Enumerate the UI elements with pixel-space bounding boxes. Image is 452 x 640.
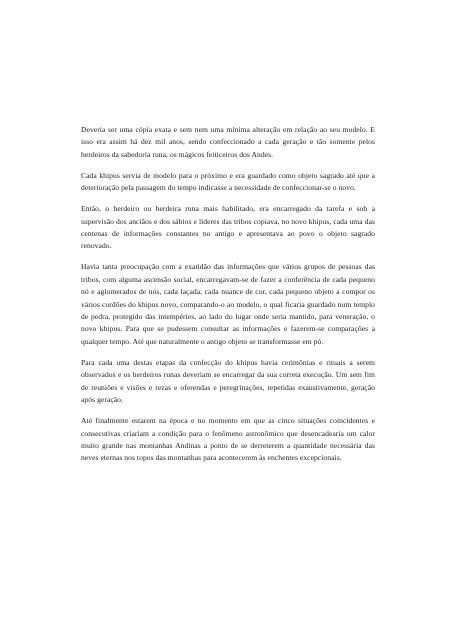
paragraph-6: Até finalmente estarem na época e no momento em que as cinco situações coincidentes e consecutivas criariam a condição para o fenômeno astronômico que desencadearia um calor muito grande nas montanhas Andinas a ponto de se derreterem a quantidade necessária das neves eternas nos topos das montanhas para acontecerem às enchentes excepcionais.	[81, 416, 375, 463]
paragraph-2: Cada khipus servia de modelo para o próximo e era guardado como objeto sagrado até que a deterioração pela passagem do tempo indicasse a necessidade de confeccionar-se o novo.	[81, 170, 375, 193]
paragraph-3: Então, o herdeiro ou herdeira runa mais habilitado, era encarregado da tarefa e sob a supervisão dos anciãos e dos sábios e líderes das tribos copiava, no novo khipus, cada uma das centenas de informações constantes no antigo e apresentava ao povo o objeto sagrado renovado.	[81, 204, 375, 251]
paragraph-5: Para cada uma destas etapas da confecção do khipus havia cerimônias e rituais a serem observados e os herdeiros runas deveriam se encarregar da sua correta execução. Um sem fim de reuniões e visões e rezas e oferendas e peregrinações, repetidas exaustivamente, geração após geração.	[81, 357, 375, 405]
paragraph-4: Havia tanta preocupação com a exatidão das informações que vários grupos de pessoas das tribos, com alguma ascensão social, encarregavam-se de fazer a conferência de cada pequeno nó e aglomerados de nós, cada laçada, cada nuance de cor, cada pequeno objeto a compor os vários cordões do khipus novo, comparando-o ao modelo, o qual ficaria guardado num templo de pedra, protegido das intempéries, ao lado do lugar onde seria mantido, para veneração, o novo khipus. Para que se pudessem consultar as informações e fazerem-se comparações a qualquer tempo. Até que naturalmente o antigo objeto se transformasse em pó.	[81, 262, 375, 346]
body-text	[81, 124, 375, 473]
paragraph-1: Deveria ser uma cópia exata e sem nem uma mínima alteração em relação ao seu modelo. E isso era assim há dez mil anos, sendo confeccionado a cada geração e tão somente pelos herdeiros da sabedoria runa, os mágicos feiticeiros dos Andes.	[81, 125, 375, 159]
